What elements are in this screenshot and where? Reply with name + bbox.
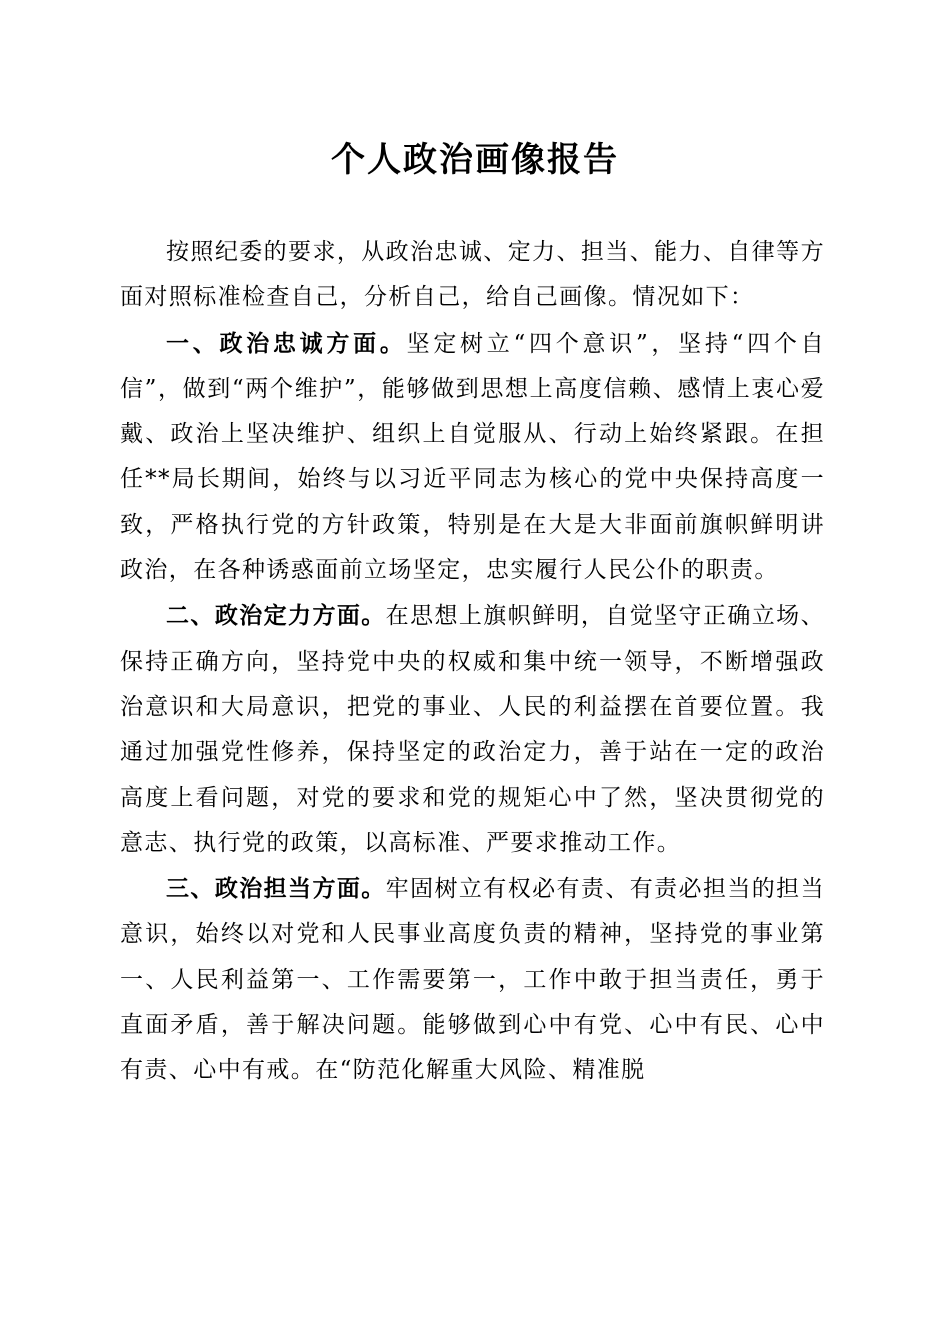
section-text-1: 坚定树立“四个意识”，坚持“四个自信”，做到“两个维护”，能够做到思想上高度信赖、感情上衷心爱戴、政治上坚决维护、组织上自觉服从、行动上始终紧跟。在担任**局长期间，始终与以习近平同志为核心的党中央保持高度一致，严格执行党的方针政策，特别是在大是大非面前旗帜鲜明讲政治，在各种诱惑面前立场坚定，忠实履行人民公仆的职责。 (120, 330, 825, 584)
page-title: 个人政治画像报告 (331, 140, 619, 180)
section-paragraph-1 (120, 321, 825, 594)
section-heading-2: 二、政治定力方面。 (166, 602, 386, 630)
section-text-3: 牢固树立有权必有责、有责必担当的担当意识，始终以对党和人民事业高度负责的精神，坚持党的事业第一、人民利益第一、工作需要第一，工作中敢于担当责任，勇于直面矛盾，善于解决问题。能够做到心中有党、心中有民、心中有责、心中有戒。在“防范化解重大风险、精准脱 (120, 876, 825, 1084)
section-heading-3: 三、政治担当方面。 (166, 875, 386, 903)
section-paragraph-2 (120, 593, 825, 866)
intro-paragraph: 按照纪委的要求，从政治忠诚、定力、担当、能力、自律等方面对照标准检查自己，分析自己，给自己画像。情况如下： (120, 239, 825, 311)
section-paragraph-3 (120, 866, 825, 1093)
section-heading-1: 一、政治忠诚方面。 (166, 329, 407, 357)
section-text-2: 在思想上旗帜鲜明，自觉坚守正确立场、保持正确方向，坚持党中央的权威和集中统一领导，不断增强政治意识和大局意识，把党的事业、人民的利益摆在首要位置。我通过加强党性修养，保持坚定的政治定力，善于站在一定的政治高度上看问题，对党的要求和党的规矩心中了然，坚决贯彻党的意志、执行党的政策，以高标准、严要求推动工作。 (120, 603, 825, 856)
document-body (120, 230, 825, 1094)
